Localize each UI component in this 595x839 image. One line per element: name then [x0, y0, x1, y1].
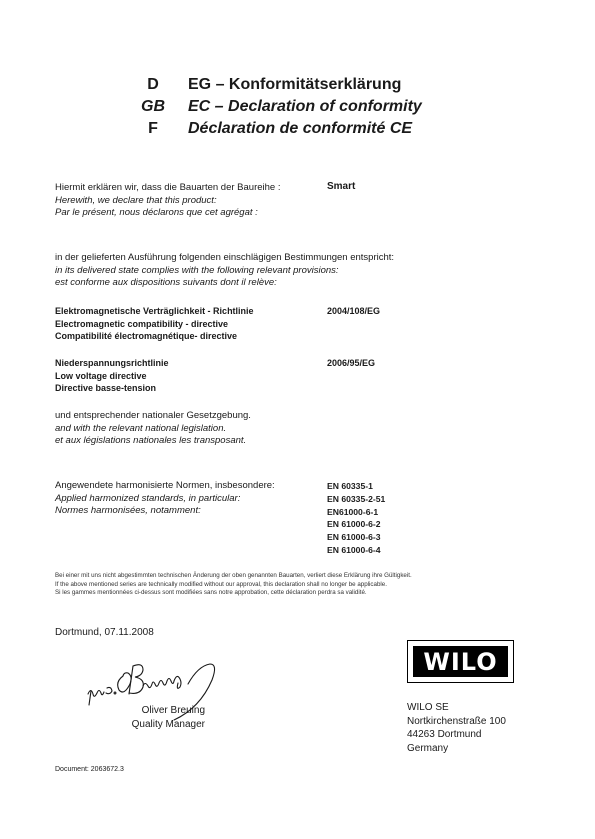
- national-fr: et aux législations nationales les transposant.: [55, 435, 247, 446]
- standard-item: EN 61000-6-4: [327, 544, 381, 555]
- footnote-en: If the above mentioned series are technically modified without our approval, this declaration shall no longer be applicable.: [55, 580, 387, 588]
- company-address: [407, 701, 506, 755]
- footnote: [55, 572, 535, 598]
- product-name: Smart: [327, 181, 356, 192]
- lvd-de: Niederspannungsrichtlinie: [55, 358, 169, 368]
- declaration-en: Herewith, we declare that this product:: [55, 194, 217, 206]
- emc-reference: 2004/108/EG: [327, 306, 381, 316]
- title-f: Déclaration de conformité CE: [188, 120, 413, 137]
- footnote-fr: Si les gammes mentionnées ci-dessus sont modifiées sans notre approbation, cette déclaration perdra sa validité.: [55, 589, 367, 596]
- provisions-intro: [55, 252, 475, 290]
- standard-item: EN 61000-6-2: [327, 519, 381, 530]
- declaration-de: Hiermit erklären wir, dass die Bauarten der Baureihe :: [55, 182, 281, 193]
- title-gb: EC – Declaration of conformity: [188, 98, 422, 115]
- standards-en: Applied harmonized standards, in particular:: [55, 492, 241, 504]
- standard-item: EN 60335-2-51: [327, 493, 386, 504]
- signatory-role: Quality Manager: [131, 719, 205, 730]
- provisions-en: in its delivered state complies with the following relevant provisions:: [55, 264, 339, 276]
- footnote-de: Bei einer mit uns nicht abgestimmten technischen Änderung der oben genannten Bauarten, verliert diese Erklärung ihre Gültigkeit.: [55, 572, 412, 579]
- logo-text: WILO: [413, 646, 508, 677]
- lvd-fr: Directive basse-tension: [55, 383, 157, 393]
- standards-intro: [55, 480, 325, 518]
- document-number: Document: 2063672.3: [55, 766, 124, 773]
- title-de: EG – Konformitätserklärung: [188, 76, 402, 93]
- company-city: 44263 Dortmund: [407, 729, 482, 740]
- emc-fr: Compatibilité électromagnétique- directive: [55, 331, 238, 341]
- place-date: Dortmund, 07.11.2008: [55, 627, 154, 638]
- company-name: WILO SE: [407, 702, 449, 713]
- standards-list: [327, 480, 385, 557]
- wilo-logo: [407, 640, 514, 683]
- emc-de: Elektromagnetische Verträglichkeit - Richtlinie: [55, 306, 254, 316]
- national-legislation: [55, 410, 355, 448]
- lang-code-gb: GB: [141, 98, 165, 115]
- declaration-text: [55, 182, 325, 220]
- signatory-name: Oliver Breuing: [141, 705, 205, 716]
- provisions-de: in der gelieferten Ausführung folgenden einschlägigen Bestimmungen entspricht:: [55, 252, 395, 263]
- national-de: und entsprechender nationaler Gesetzgebung.: [55, 410, 251, 421]
- lvd-reference: 2006/95/EG: [327, 358, 376, 368]
- national-en: and with the relevant national legislation.: [55, 422, 227, 434]
- emc-en: Electromagnetic compatibility - directive: [55, 318, 229, 329]
- provisions-fr: est conforme aux dispositions suivants dont il relève:: [55, 277, 277, 288]
- declaration-fr: Par le présent, nous déclarons que cet agrégat :: [55, 207, 258, 218]
- lvd-en: Low voltage directive: [55, 370, 147, 381]
- company-street: Nortkirchenstraße 100: [407, 715, 506, 727]
- standards-fr: Normes harmonisées, notamment:: [55, 505, 201, 516]
- company-country: Germany: [407, 742, 449, 754]
- standard-item: EN 61000-6-3: [327, 532, 381, 543]
- lang-code-f: F: [148, 120, 158, 137]
- standard-item: EN61000-6-1: [327, 506, 379, 517]
- standards-de: Angewendete harmonisierte Normen, insbesondere:: [55, 480, 275, 491]
- emc-directive: [55, 305, 325, 343]
- standard-item: EN 60335-1: [327, 481, 373, 491]
- signatory-block: [95, 704, 205, 732]
- lvd-directive: [55, 357, 325, 395]
- lang-code-de: D: [147, 76, 159, 93]
